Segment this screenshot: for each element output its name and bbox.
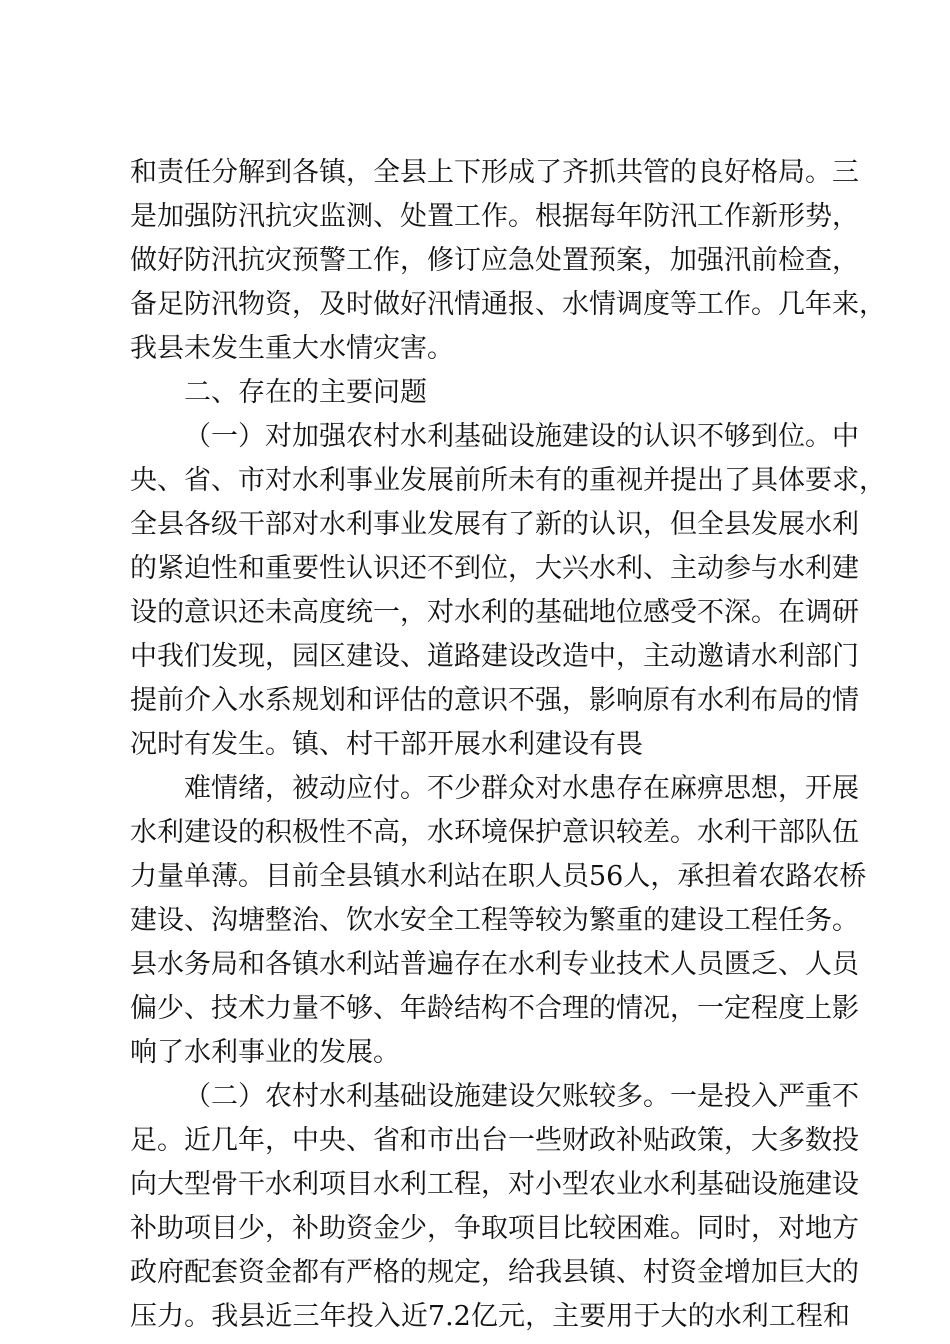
body-line: 政府配套资金都有严格的规定，给我县镇、村资金增加巨大的 — [130, 1257, 859, 1288]
body-line: 全县各级干部对水利事业发展有了新的认识，但全县发展水利 — [130, 509, 859, 540]
body-line: 中我们发现，园区建设、道路建设改造中，主动邀请水利部门 — [130, 641, 859, 672]
body-line: 难情绪，被动应付。不少群众对水患存在麻痹思想，开展 — [184, 773, 859, 804]
body-line: 补助项目少，补助资金少，争取项目比较困难。同时，对地方 — [130, 1213, 859, 1244]
body-line: 力量单薄。目前全县镇水利站在职人员56人，承担着农路农桥 — [130, 861, 867, 892]
body-line: 水利建设的积极性不高，水环境保护意识较差。水利干部队伍 — [130, 817, 859, 848]
section-heading: 二、存在的主要问题 — [184, 377, 427, 408]
body-line: 县水务局和各镇水利站普遍存在水利专业技术人员匮乏、人员 — [130, 949, 859, 980]
body-line: （二）农村水利基础设施建设欠账较多。一是投入严重不 — [184, 1081, 859, 1112]
body-line: 响了水利事业的发展。 — [130, 1037, 400, 1068]
body-line: 是加强防汛抗灾监测、处置工作。根据每年防汛工作新形势， — [130, 201, 859, 232]
body-line: 和责任分解到各镇，全县上下形成了齐抓共管的良好格局。三 — [130, 157, 859, 188]
body-line: 的紧迫性和重要性认识还不到位，大兴水利、主动参与水利建 — [130, 553, 859, 584]
body-line: 做好防汛抗灾预警工作，修订应急处置预案，加强汛前检查， — [130, 245, 859, 276]
body-line: 我县未发生重大水情灾害。 — [130, 333, 454, 364]
body-line: 况时有发生。镇、村干部开展水利建设有畏 — [130, 729, 643, 760]
body-line: 偏少、技术力量不够、年龄结构不合理的情况，一定程度上影 — [130, 993, 859, 1024]
body-line: 向大型骨干水利项目水利工程，对小型农业水利基础设施建设 — [130, 1169, 859, 1200]
body-line: 提前介入水系规划和评估的意识不强，影响原有水利布局的情 — [130, 685, 859, 716]
body-line: 足。近几年，中央、省和市出台一些财政补贴政策，大多数投 — [130, 1125, 859, 1156]
body-line: 建设、沟塘整治、饮水安全工程等较为繁重的建设工程任务。 — [130, 905, 859, 936]
body-line: （一）对加强农村水利基础设施建设的认识不够到位。中 — [184, 421, 859, 452]
body-line: 央、省、市对水利事业发展前所未有的重视并提出了具体要求， — [130, 465, 886, 496]
body-line: 压力。我县近三年投入近7.2亿元，主要用于大的水利工程和 — [130, 1301, 850, 1332]
body-line: 备足防汛物资，及时做好汛情通报、水情调度等工作。几年来， — [130, 289, 886, 320]
body-line: 设的意识还未高度统一，对水利的基础地位感受不深。在调研 — [130, 597, 859, 628]
